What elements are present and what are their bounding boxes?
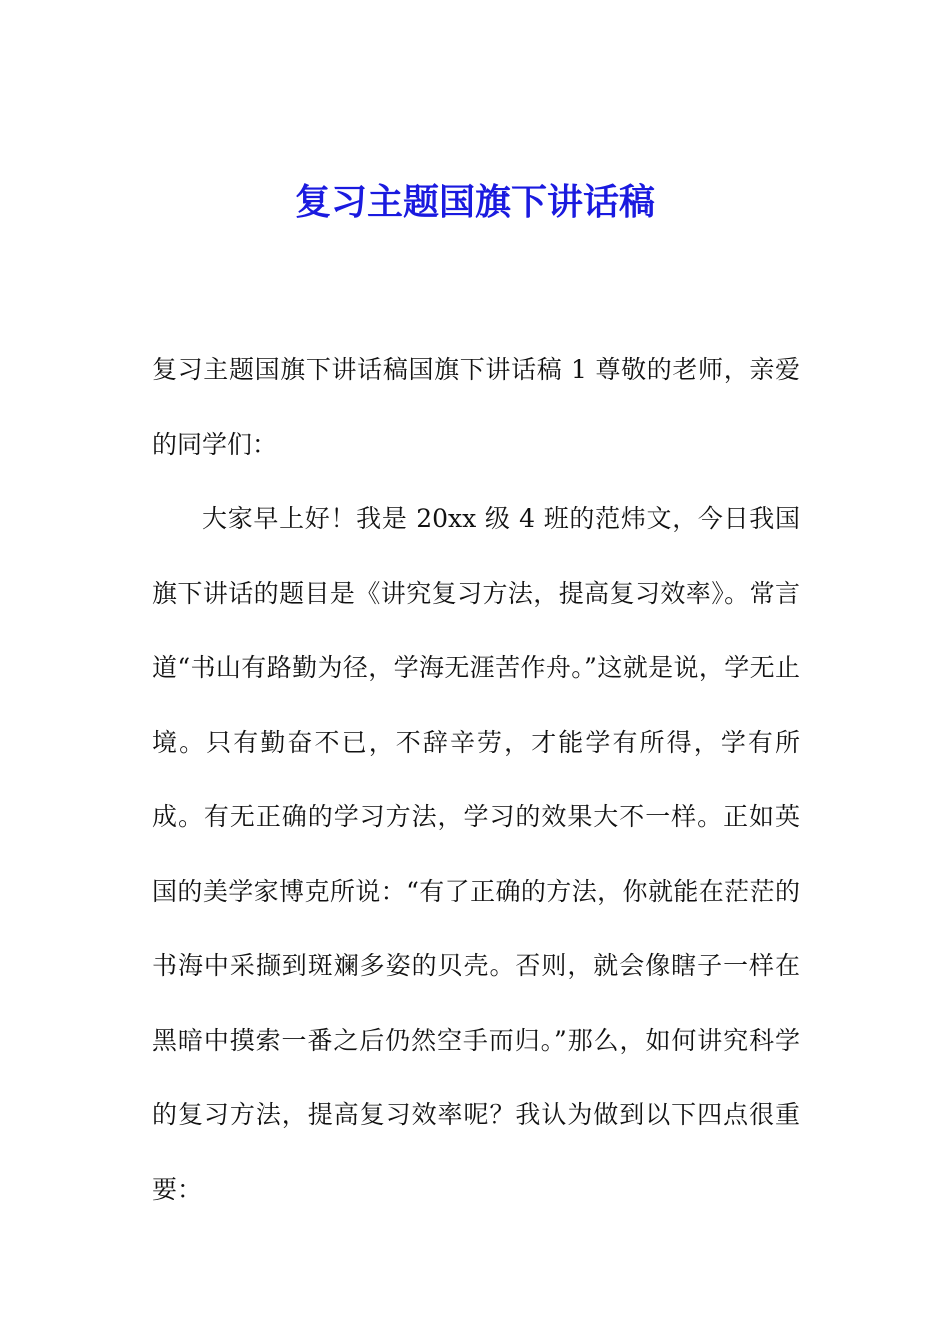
document-body [152, 333, 800, 1227]
document-title: 复习主题国旗下讲话稿 [294, 181, 655, 223]
paragraph-greeting: 复习主题国旗下讲话稿国旗下讲话稿 1 尊敬的老师，亲爱的同学们： [152, 355, 800, 459]
paragraph-speech: 大家早上好！我是 20xx 级 4 班的范炜文，今日我国旗下讲话的题目是《讲究复习方法，提高复习效率》。常言道“书山有路勤为径，学海无涯苦作舟。”这就是说，学无止境。只有勤奋不已，不辞辛劳，才能学有所得，学有所成。有无正确的学习方法，学习的效果大不一样。正如英国的美学家博克所说：“有了正确的方法，你就能在茫茫的书海中采撷到斑斓多姿的贝壳。否则，就会像瞎子一样在黑暗中摸索一番之后仍然空手而归。”那么，如何讲究科学的复习方法，提高复习效率呢？我认为做到以下四点很重要： [152, 504, 800, 1204]
